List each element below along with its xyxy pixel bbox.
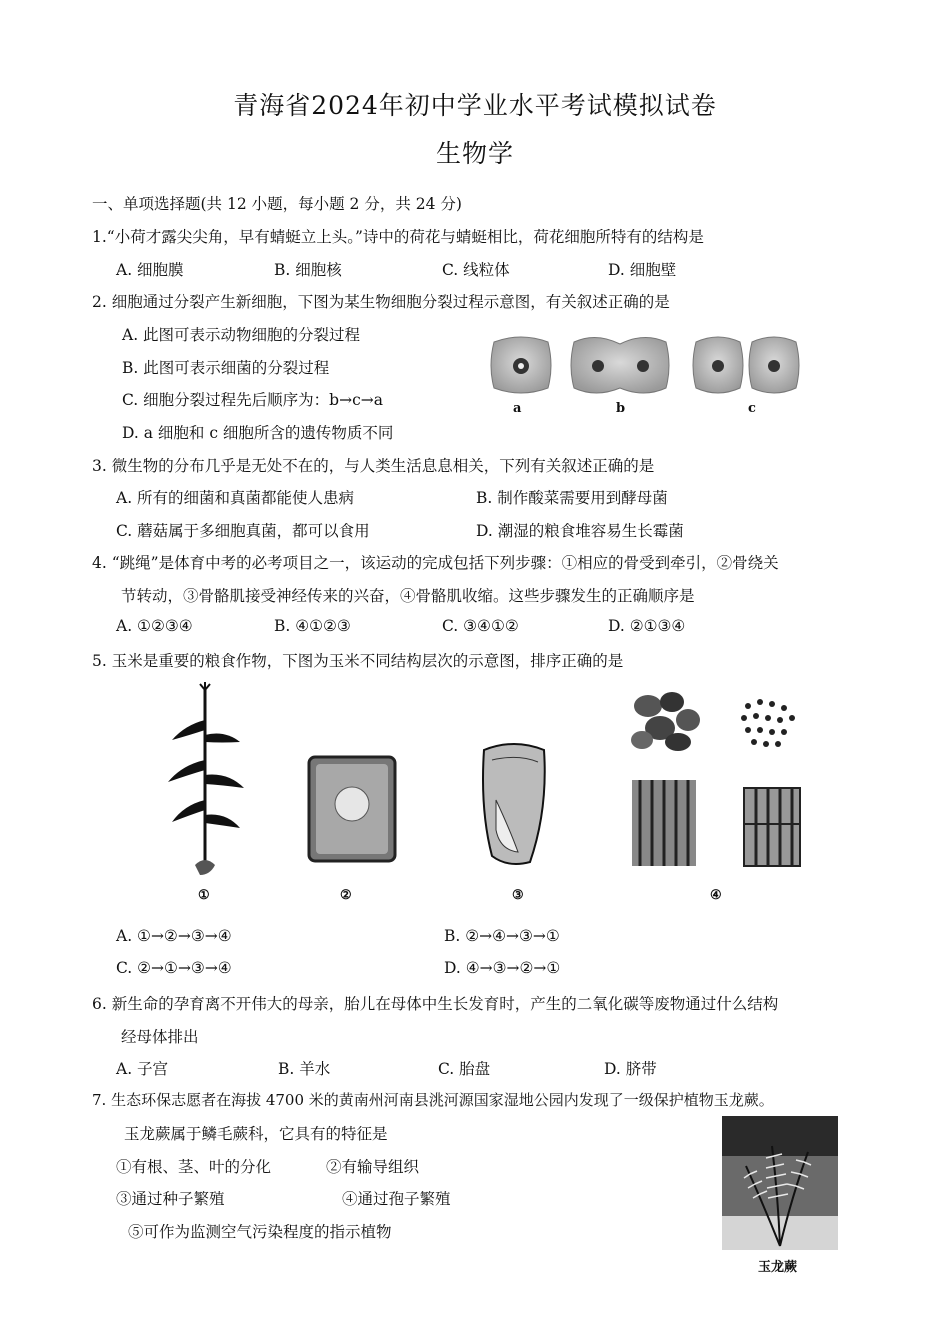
q2-option-d: D. a 细胞和 c 细胞所含的遗传物质不同: [122, 424, 394, 442]
section-heading: 一、单项选择题(共 12 小题，每小题 2 分，共 24 分): [92, 195, 462, 213]
fern-photo-caption: 玉龙蕨: [758, 1260, 798, 1275]
corn-kernel-image: [478, 740, 550, 868]
q5-stem: 5. 玉米是重要的粮食作物，下图为玉米不同结构层次的示意图，排序正确的是: [92, 652, 624, 670]
q7-item-3: ③通过种子繁殖: [116, 1190, 225, 1208]
cell-label-c: c: [748, 401, 756, 416]
q3-option-b: B. 制作酸菜需要用到酵母菌: [476, 489, 668, 507]
q6-stem-line1: 6. 新生命的孕育离不开伟大的母亲，胎儿在母体中生长发育时，产生的二氧化碳等废物通过什么结构: [92, 995, 779, 1013]
cell-division-figure: [486, 330, 816, 420]
q1-option-a: A. 细胞膜: [116, 261, 184, 279]
cell-b: [571, 337, 669, 393]
q5-option-a: A. ①→②→③→④: [116, 927, 232, 945]
tissue-cluster: [631, 692, 700, 751]
tissue-strands: [632, 780, 696, 866]
corn-tissues-image: [626, 684, 816, 874]
cell-label-b: b: [616, 401, 626, 416]
q3-stem: 3. 微生物的分布几乎是无处不在的，与人类生活息息相关，下列有关叙述正确的是: [92, 457, 655, 475]
q4-option-b: B. ④①②③: [274, 617, 351, 635]
cell-a: [491, 337, 551, 393]
fig-label-4: ④: [710, 888, 722, 903]
q5-option-b: B. ②→④→③→①: [444, 927, 560, 945]
q7-item-4: ④通过孢子繁殖: [342, 1190, 451, 1208]
q3-option-c: C. 蘑菇属于多细胞真菌，都可以食用: [116, 522, 370, 540]
exam-title: 青海省2024年初中学业水平考试模拟试卷: [233, 91, 717, 120]
tissue-tubes: [744, 788, 800, 866]
q6-stem-line2: 经母体排出: [121, 1028, 199, 1046]
q1-option-c: C. 线粒体: [442, 261, 510, 279]
q4-option-d: D. ②①③④: [608, 617, 686, 635]
q4-stem-line2: 节转动，③骨骼肌接受神经传来的兴奋，④骨骼肌收缩。这些步骤发生的正确顺序是: [121, 587, 695, 605]
q6-option-c: C. 胎盘: [438, 1060, 491, 1078]
q2-option-c: C. 细胞分裂过程先后顺序为：b→c→a: [122, 391, 383, 409]
q7-item-2: ②有输导组织: [326, 1158, 420, 1176]
cell-c: [693, 337, 799, 393]
q5-option-c: C. ②→①→③→④: [116, 959, 232, 977]
q3-option-d: D. 潮湿的粮食堆容易生长霉菌: [476, 522, 684, 540]
q7-item-5: ⑤可作为监测空气污染程度的指示植物: [128, 1223, 392, 1241]
q7-stem-line2: 玉龙蕨属于鳞毛蕨科，它具有的特征是: [124, 1125, 388, 1143]
q6-option-a: A. 子宫: [116, 1060, 169, 1078]
corn-plant-image: [160, 680, 250, 880]
q6-option-d: D. 脐带: [604, 1060, 657, 1078]
cell-label-a: a: [513, 401, 522, 416]
q2-option-b: B. 此图可表示细菌的分裂过程: [122, 359, 330, 377]
fig-label-2: ②: [340, 888, 352, 903]
q2-stem: 2. 细胞通过分裂产生新细胞，下图为某生物细胞分裂过程示意图，有关叙述正确的是: [92, 293, 670, 311]
q1-stem: 1.“小荷才露尖尖角，早有蜻蜓立上头。”诗中的荷花与蜻蜓相比，荷花细胞所特有的结构是: [92, 228, 704, 246]
q4-stem-line1: 4. “跳绳”是体育中考的必考项目之一，该运动的完成包括下列步骤：①相应的骨受到牵引，②骨绕关: [92, 554, 779, 572]
q7-item-1: ①有根、茎、叶的分化: [116, 1158, 272, 1176]
q2-option-a: A. 此图可表示动物细胞的分裂过程: [122, 326, 361, 344]
tissue-dots: [741, 699, 795, 747]
fern-photo: [722, 1116, 838, 1250]
q5-option-d: D. ④→③→②→①: [444, 959, 561, 977]
q7-stem-line1: 7. 生态环保志愿者在海拔 4700 米的黄南州河南县洮河源国家湿地公园内发现了一级保护植物玉龙蕨。: [92, 1091, 774, 1109]
q3-option-a: A. 所有的细菌和真菌都能使人患病: [116, 489, 355, 507]
fig-label-3: ③: [512, 888, 524, 903]
q6-option-b: B. 羊水: [278, 1060, 331, 1078]
exam-subject: 生物学: [435, 139, 514, 168]
q4-option-a: A. ①②③④: [116, 617, 193, 635]
fig-label-1: ①: [198, 888, 210, 903]
q4-option-c: C. ③④①②: [442, 617, 519, 635]
q1-option-d: D. 细胞壁: [608, 261, 677, 279]
corn-cell-image: [306, 754, 398, 864]
q1-option-b: B. 细胞核: [274, 261, 342, 279]
